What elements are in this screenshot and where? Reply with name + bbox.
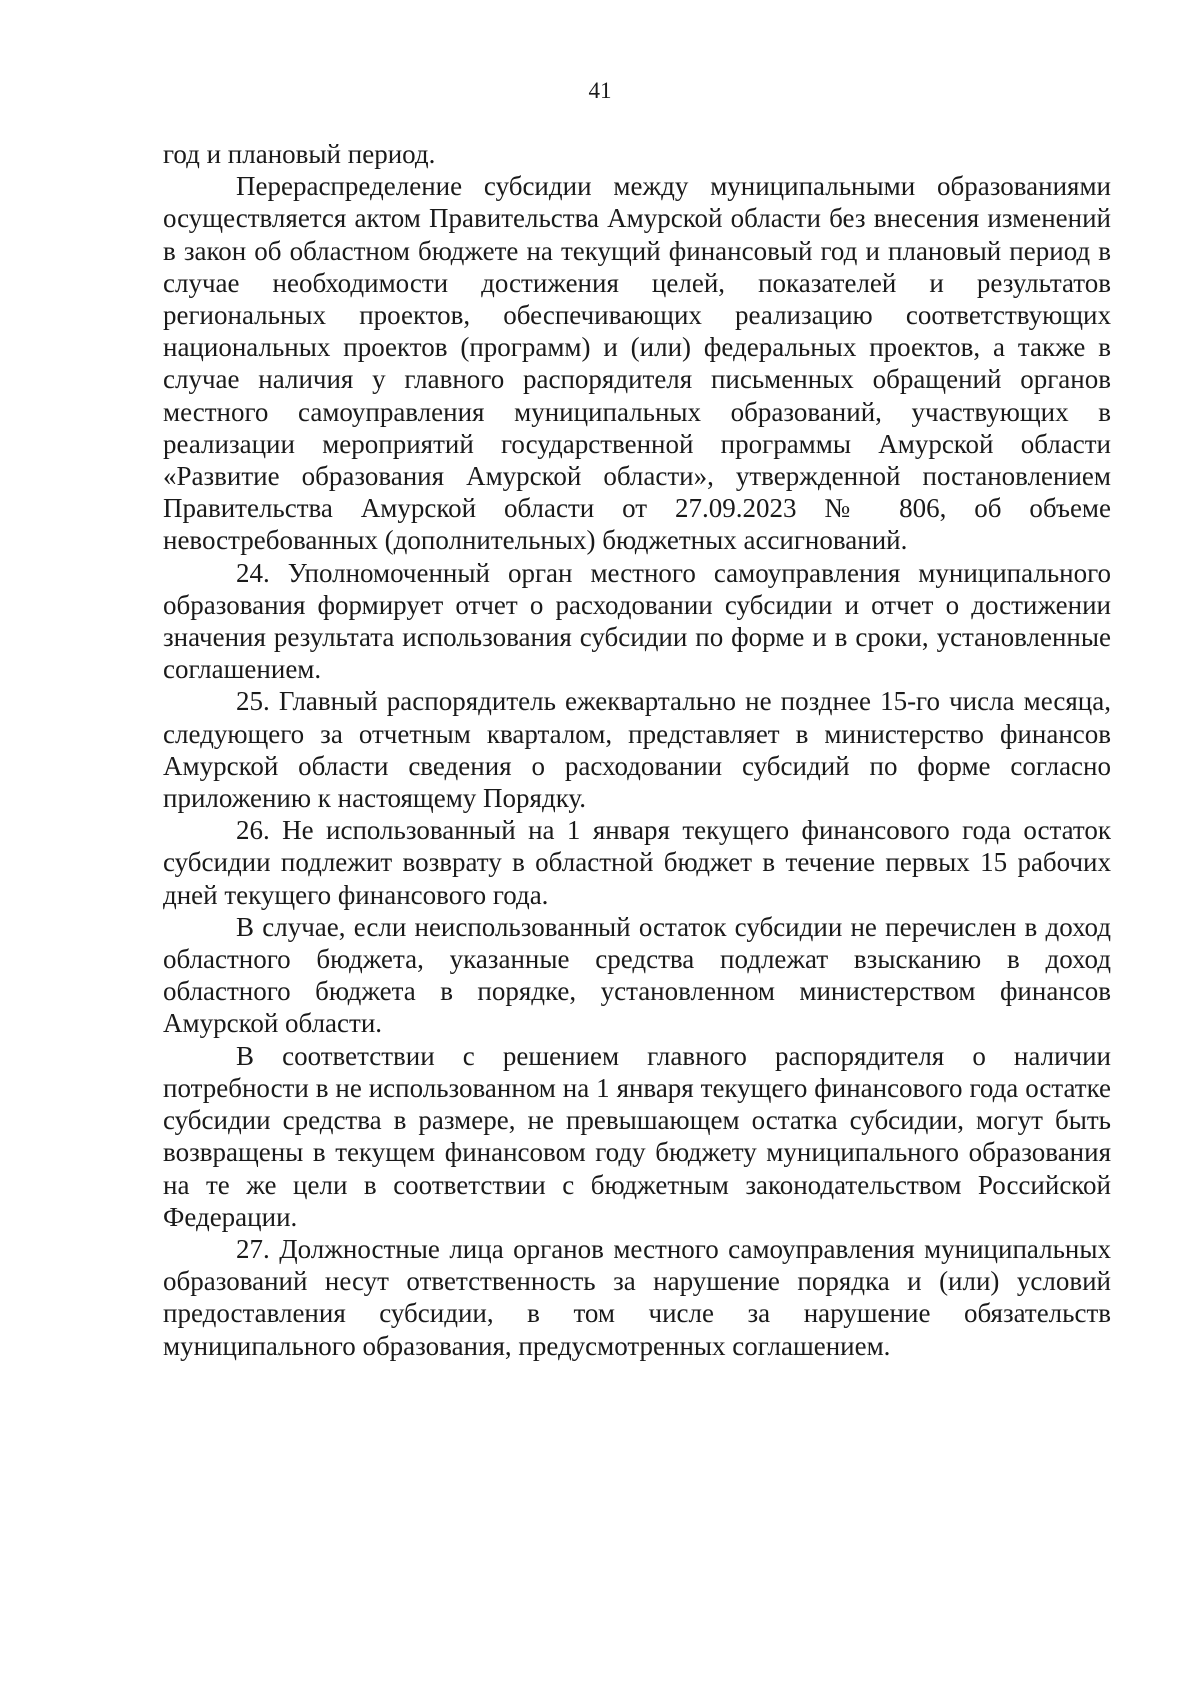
paragraph-item-25: 25. Главный распорядитель ежеквартально не позднее 15-го числа месяца, следующего за отчетным кварталом, представляет в министерство финансов Амурской области сведения о расходовании субсидий по форме согласно приложению к настоящему Порядку. — [163, 686, 1111, 814]
paragraph-item-27: 27. Должностные лица органов местного самоуправления муниципальных образований несут ответственность за нарушение порядка и (или) условий предоставления субсидии, в том числе за нарушение обязательств муниципального образования, предусмотренных соглашением. — [163, 1233, 1111, 1361]
paragraph-item-26: 26. Не использованный на 1 января текущего финансового года остаток субсидии подлежит возврату в областной бюджет в течение первых 15 рабочих дней текущего финансового года. — [163, 815, 1111, 910]
document-body — [163, 138, 1111, 1362]
paragraph-recovery: В случае, если неиспользованный остаток субсидии не перечислен в доход областного бюджета, указанные средства подлежат взысканию в доход областного бюджета в порядке, установленном министерством финансов Амурской области. — [163, 911, 1111, 1039]
paragraph-continuation: год и плановый период. — [163, 139, 436, 169]
page-number: 41 — [588, 78, 612, 103]
paragraph-return: В соответствии с решением главного распорядителя о наличии потребности в не использованном на 1 января текущего финансового года остатке субсидии средства в размере, не превышающем остатка субсидии, могут быть возвращены в текущем финансовом году бюджету муниципального образования на те же цели в соответствии с бюджетным законодательством Российской Федерации. — [163, 1040, 1111, 1232]
paragraph-item-24: 24. Уполномоченный орган местного самоуправления муниципального образования формирует отчет о расходовании субсидии и отчет о достижении значения результата использования субсидии по форме и в сроки, установленные соглашением. — [163, 557, 1111, 685]
paragraph-redistribution: Перераспределение субсидии между муниципальными образованиями осуществляется актом Правительства Амурской области без внесения изменений в закон об областном бюджете на текущий финансовый год и плановый период в случае необходимости достижения целей, показателей и результатов региональных проектов, обеспечивающих реализацию соответствующих национальных проектов (программ) и (или) федеральных проектов, а также в случае наличия у главного распорядителя письменных обращений органов местного самоуправления муниципальных образований, участвующих в реализации мероприятий государственной программы Амурской области «Развитие образования Амурской области», утвержденной постановлением Правительства Амурской области от 27.09.2023 № 806, об объеме невостребованных (дополнительных) бюджетных ассигнований. — [163, 171, 1111, 556]
